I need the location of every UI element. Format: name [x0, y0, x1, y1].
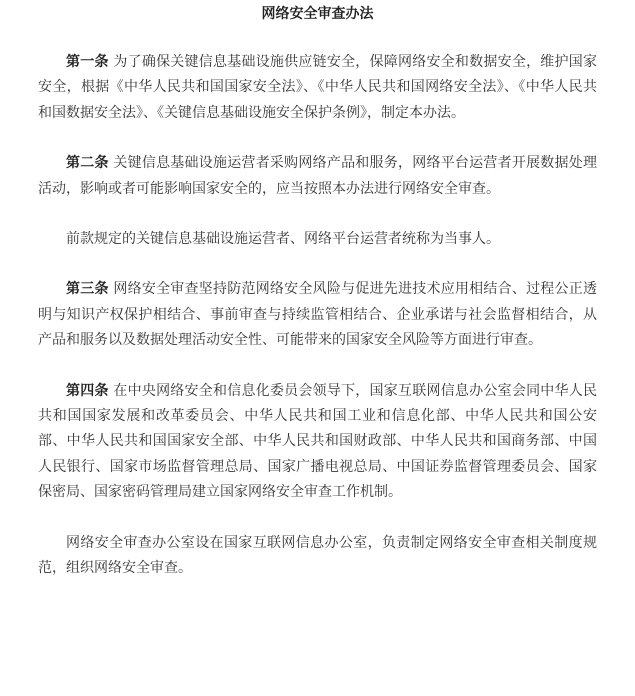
article-4-continuation-paragraph [38, 531, 597, 582]
article-3-text: 网络安全审查坚持防范网络安全风险与促进先进技术应用相结合、过程公正透明与知识产权保护相结合、事前审查与持续监管相结合、企业承诺与社会监督相结合，从产品和服务以及数据处理活动安全性、可能带来的国家安全风险等方面进行审查。 [38, 281, 598, 349]
article-4-label: 第四条 [66, 382, 109, 399]
article-1-text: 为了确保关键信息基础设施供应链安全，保障网络安全和数据安全，维护国家安全，根据《中华人民共和国国家安全法》、《中华人民共和国网络安全法》、《中华人民共和国数据安全法》、《关键信息基础设施安全保护条例》，制定本办法。 [38, 54, 598, 121]
article-2-paragraph [38, 151, 597, 202]
article-4-text: 在中央网络安全和信息化委员会领导下，国家互联网信息办公室会同中华人民共和国国家发展和改革委员会、中华人民共和国工业和信息化部、中华人民共和国公安部、中华人民共和国国家安全部、中华人民共和国财政部、中华人民共和国商务部、中国人民银行、国家市场监督管理总局、国家广播电视总局、中国证券监督管理委员会、国家保密局、国家密码管理局建立国家网络安全审查工作机制。 [38, 382, 598, 501]
article-2-label: 第二条 [66, 155, 109, 172]
article-4-paragraph [38, 379, 597, 506]
article-4-continuation-text: 网络安全审查办公室设在国家互联网信息办公室，负责制定网络安全审查相关制度规范，组织网络安全审查。 [38, 534, 597, 577]
article-3-paragraph [38, 277, 597, 353]
article-2-continuation-paragraph [38, 227, 597, 252]
article-2-text: 关键信息基础设施运营者采购网络产品和服务，网络平台运营者开展数据处理活动，影响或者可能影响国家安全的，应当按照本办法进行网络安全审查。 [38, 155, 598, 197]
article-2-continuation-text: 前款规定的关键信息基础设施运营者、网络平台运营者统称为当事人。 [66, 231, 500, 248]
article-1-label: 第一条 [66, 54, 109, 70]
article-1-paragraph [38, 50, 597, 126]
article-3-label: 第三条 [66, 281, 109, 298]
document-title: 网络安全审查办法 [261, 6, 374, 22]
